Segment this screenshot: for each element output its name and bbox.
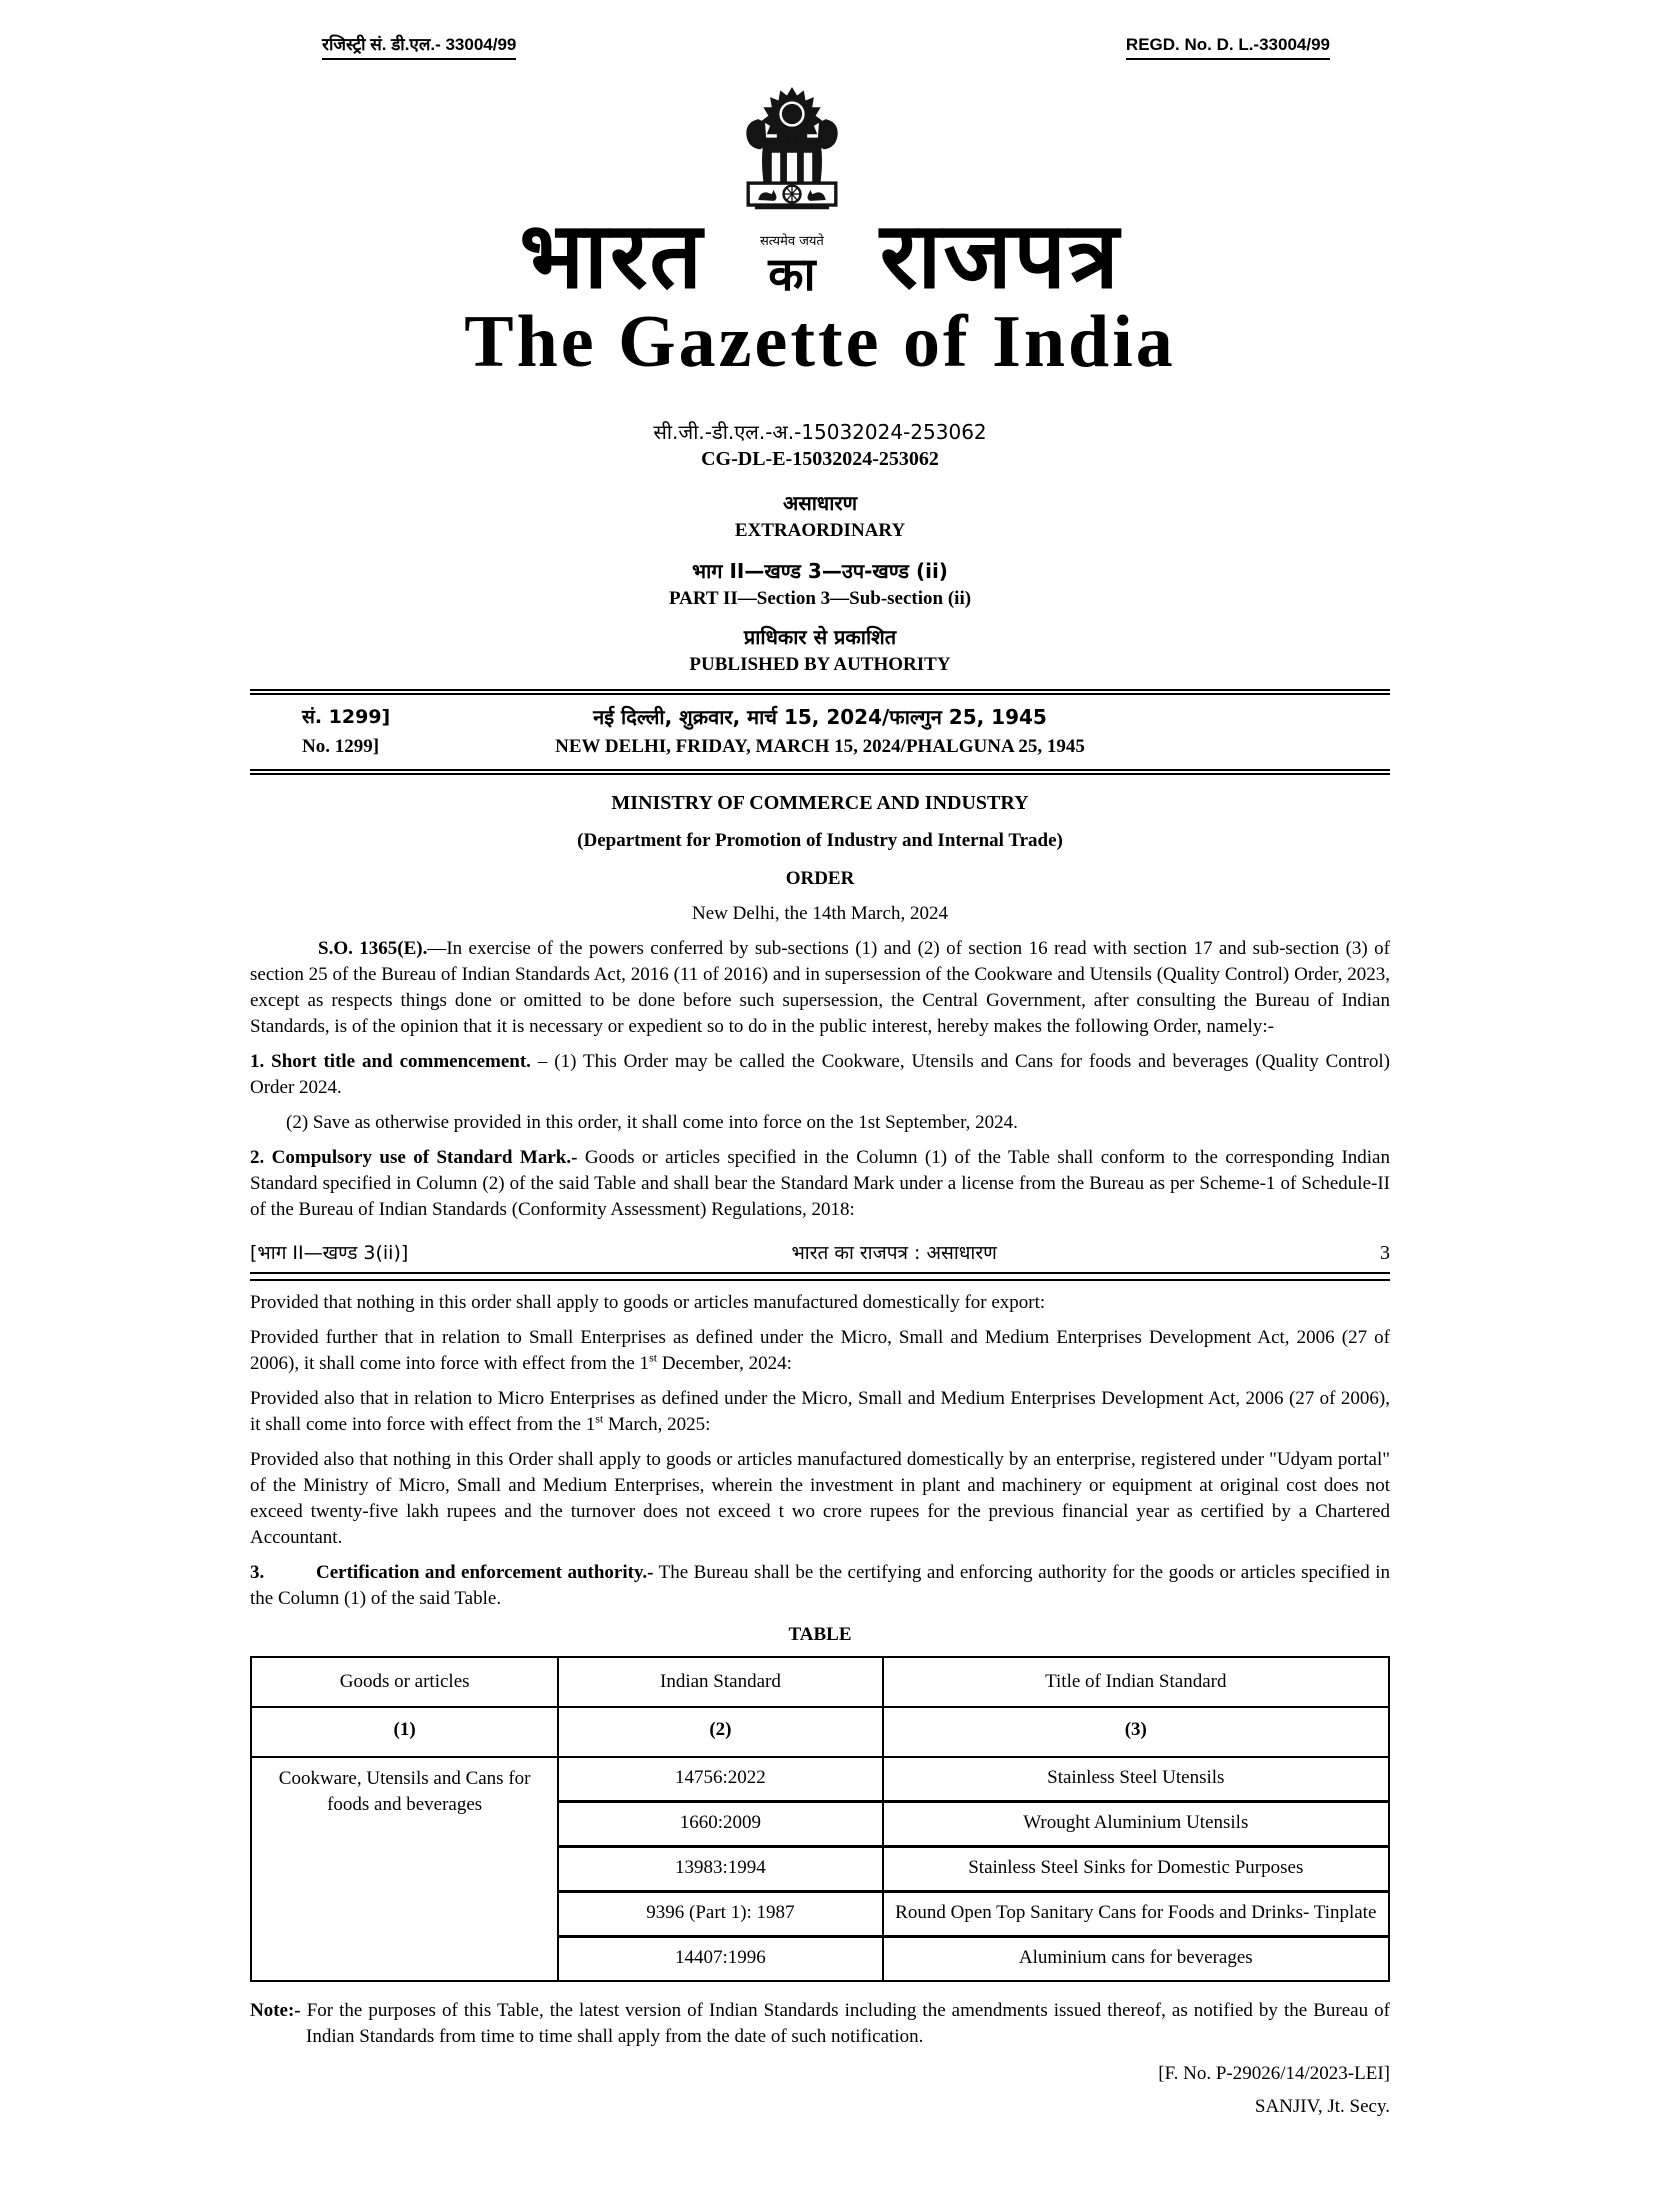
page2-page-number: 3: [1380, 1242, 1390, 1264]
ministry-title: MINISTRY OF COMMERCE AND INDUSTRY: [611, 792, 1029, 814]
published-authority-hindi: प्राधिकार से प्रकाशित: [743, 625, 897, 649]
so-paragraph: [250, 936, 1390, 1040]
col-number-1: (1): [251, 1707, 558, 1757]
section1-body: – (1) This Order may be called the Cookware, Utensils and Cans for foods and beverages (Quality Control) Order 2024.: [250, 1051, 1390, 1098]
standard-cell: 14756:2022: [558, 1757, 882, 1802]
masthead-title-bharat: भारत: [519, 201, 704, 309]
standard-cell: 1660:2009: [558, 1802, 882, 1847]
proviso-1-text: Provided that nothing in this order shall apply to goods or articles manufactured domestically for export:: [250, 1292, 1046, 1313]
title-cell: Aluminium cans for beverages: [883, 1937, 1389, 1982]
so-body-text: —In exercise of the powers conferred by sub-sections (1) and (2) of section 16 read with section 17 and sub-section (3) of section 25 of the Bureau of Indian Standards Act, 2016 (11 of 2016) and in supersession of the Cookware and Utensils (Quality Control) Order, 2023, except as respects things done or omitted to be done before such supersession, the Central Government, after consulting the Bureau of Indian Standards, is of the opinion that it is necessary or expedient so to do in the public interest, hereby makes the following Order, namely:-: [250, 938, 1390, 1037]
so-number: S.O. 1365(E).: [318, 938, 428, 959]
title-cell: Wrought Aluminium Utensils: [883, 1802, 1389, 1847]
gazette-code-block: [250, 419, 1390, 473]
proviso-4-text: Provided also that nothing in this Order shall apply to goods or articles manufactured domestically by an enterprise, registered under "Udyam portal" of the Ministry of Micro, Small and Medium Enterprises, wherein the investment in plant and machinery or equipment at original cost does not exceed twenty-five lakh rupees and the turnover does not exceed t wo crore rupees for the previous financial year as certified by a Chartered Accountant.: [250, 1449, 1390, 1548]
registry-number-english: REGD. No. D. L.-33004/99: [1126, 34, 1330, 60]
table-row: [251, 1757, 1389, 1802]
col-number-3: (3): [883, 1707, 1389, 1757]
goods-cell: Cookware, Utensils and Cans for foods and beverages: [251, 1757, 558, 1981]
section1-heading: 1. Short title and commencement.: [250, 1051, 531, 1072]
title-cell: Stainless Steel Utensils: [1047, 1767, 1225, 1788]
table-number-row: [251, 1707, 1389, 1757]
standard-cell: 14407:1996: [558, 1937, 882, 1982]
department-title: (Department for Promotion of Industry and Internal Trade): [577, 830, 1063, 851]
issue-date-english: NEW DELHI, FRIDAY, MARCH 15, 2024/PHALGUNA 25, 1945: [555, 736, 1085, 757]
published-by-authority-block: [250, 623, 1390, 679]
ministry-heading-block: [250, 789, 1390, 927]
extraordinary-block: [250, 489, 1390, 545]
issue-date-hindi: नई दिल्ली, शुक्रवार, मार्च 15, 2024/फाल्गुन 25, 1945: [593, 705, 1047, 729]
proviso-3-text: Provided also that in relation to Micro Enterprises as defined under the Micro, Small and Medium Enterprises Development Act, 2006 (27 of 2006), it shall come into force with effect from the 1: [250, 1388, 1390, 1435]
issue-number-english: No. 1299]: [302, 736, 380, 757]
standard-cell: 9396 (Part 1): 1987: [558, 1892, 882, 1937]
col-header-title: Title of Indian Standard: [883, 1657, 1389, 1707]
page2-gazette-label: भारत का राजपत्र : असाधारण: [791, 1242, 997, 1264]
section3-body: The Bureau shall be the certifying and enforcing authority for the goods or articles specified in the Column (1) of the said Table.: [250, 1562, 1390, 1609]
section1-sub2-text: (2) Save as otherwise provided in this order, it shall come into force on the 1st September, 2024.: [286, 1112, 1018, 1133]
section2-body: Goods or articles specified in the Column (1) of the Table shall conform to the corresponding Indian Standard specified in Column (2) of the said Table and shall bear the Standard Mark under a license from the Bureau as per Scheme-1 of Schedule-II of the Bureau of Indian Standards (Conformity Assessment) Regulations, 2018:: [250, 1147, 1390, 1220]
proviso-2-post: December, 2024:: [657, 1353, 792, 1374]
page2-running-header: [250, 1239, 1390, 1267]
part-section-block: [250, 557, 1390, 613]
proviso-2: [250, 1325, 1390, 1377]
proviso-4: [250, 1447, 1390, 1551]
masthead-title-row: [250, 82, 1390, 309]
table-caption: TABLE: [788, 1624, 852, 1645]
issue-number-hindi: सं. 1299]: [302, 706, 391, 728]
col-header-goods: Goods or articles: [251, 1657, 558, 1707]
section3-paragraph: [250, 1560, 1390, 1612]
section2-paragraph: [250, 1145, 1390, 1223]
table-note: [250, 1998, 1390, 2050]
file-number: [F. No. P-29026/14/2023-LEI]: [1158, 2063, 1390, 2084]
title-cell: Round Open Top Sanitary Cans for Foods and Drinks- Tinplate: [883, 1892, 1389, 1937]
proviso-1: [250, 1290, 1390, 1316]
part-section-english: PART II—Section 3—Sub-section (ii): [668, 588, 972, 609]
issue-band: [250, 689, 1390, 775]
title-cell: Stainless Steel Sinks for Domestic Purposes: [883, 1847, 1389, 1892]
part-section-hindi: भाग II—खण्ड 3—उप-खण्ड (ii): [692, 559, 948, 583]
standards-table: [250, 1656, 1390, 1982]
registry-number-hindi: रजिस्ट्री सं. डी.एल.- 33004/99: [322, 34, 516, 60]
signature: SANJIV, Jt. Secy.: [1254, 2096, 1390, 2117]
gazette-code-hindi: सी.जी.-डी.एल.-अ.-15032024-253062: [653, 420, 987, 444]
section3-number: 3.: [250, 1562, 265, 1583]
proviso-3-sup: st: [595, 1411, 604, 1426]
masthead-title-rajpatra: राजपत्र: [879, 201, 1121, 309]
col-number-2: (2): [558, 1707, 882, 1757]
section2-heading: 2. Compulsory use of Standard Mark.-: [250, 1147, 578, 1168]
page2-part-label: [भाग II—खण्ड 3(ii)]: [250, 1242, 409, 1264]
gazette-code-english: CG-DL-E-15032024-253062: [701, 448, 939, 470]
order-place-date: New Delhi, the 14th March, 2024: [692, 903, 948, 924]
registry-row: [250, 34, 1390, 60]
state-emblem-of-india-icon: [733, 82, 851, 232]
proviso-2-sup: st: [649, 1350, 658, 1365]
proviso-2-text: Provided further that in relation to Small Enterprises as defined under the Micro, Small and Medium Enterprises Development Act, 2006 (27 of 2006), it shall come into force with effect from the 1: [250, 1327, 1390, 1374]
note-body: For the purposes of this Table, the latest version of Indian Standards including the amendments issued thereof, as notified by the Bureau of Indian Standards from time to time shall apply from the date of such notification.: [300, 2000, 1390, 2047]
published-authority-english: PUBLISHED BY AUTHORITY: [689, 654, 951, 675]
table-header-row: [251, 1657, 1389, 1707]
motto-satyameva-jayate: सत्यमेव जयते: [759, 234, 824, 249]
order-label: ORDER: [785, 868, 855, 889]
note-label: Note:-: [250, 2000, 301, 2021]
page2-double-rule: [250, 1272, 1390, 1281]
section1-sub2-paragraph: [250, 1110, 1390, 1136]
section1-paragraph: [250, 1049, 1390, 1101]
proviso-3-post: March, 2025:: [603, 1414, 711, 1435]
gazette-of-india-title: The Gazette of India: [464, 301, 1176, 383]
issue-row-english: [250, 732, 1390, 762]
extraordinary-english: EXTRAORDINARY: [734, 520, 906, 541]
extraordinary-hindi: असाधारण: [782, 491, 858, 515]
section3-heading: Certification and enforcement authority.-: [316, 1562, 654, 1583]
proviso-3: [250, 1386, 1390, 1438]
issue-row-hindi: [250, 702, 1390, 732]
emblem-column: [722, 82, 862, 299]
col-header-standard: Indian Standard: [558, 1657, 882, 1707]
standard-cell: 13983:1994: [558, 1847, 882, 1892]
masthead-title-ka: का: [768, 247, 816, 301]
